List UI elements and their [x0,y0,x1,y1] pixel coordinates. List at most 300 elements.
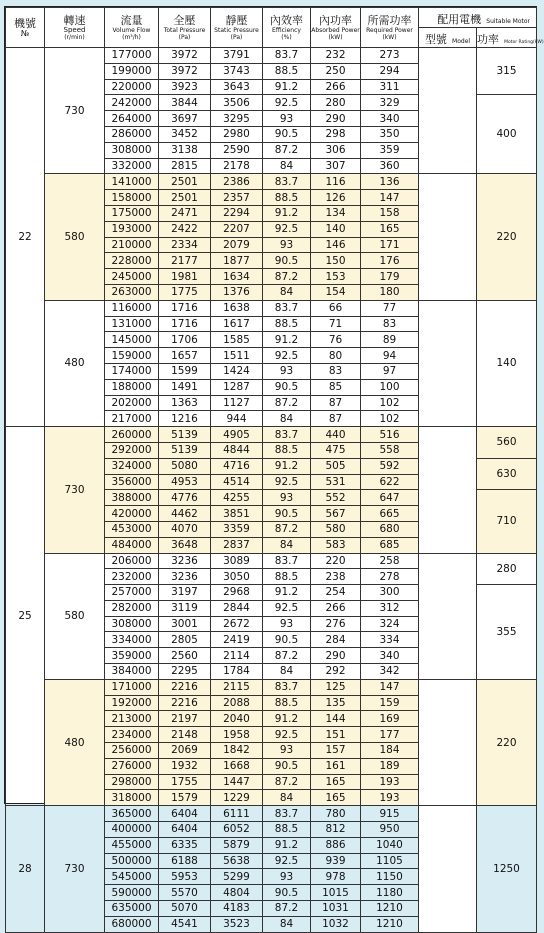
machine-no-cell: 25 [6,427,45,806]
volume-cell: 188000 [105,379,159,395]
total-pressure-cell: 1599 [159,363,211,379]
static-pressure-cell: 2178 [211,158,263,174]
total-pressure-cell: 2560 [159,648,211,664]
fan-performance-table [5,7,544,933]
header-suitable-motor [419,8,537,28]
volume-cell: 245000 [105,269,159,285]
efficiency-cell: 92.5 [263,95,311,111]
efficiency-cell: 91.2 [263,458,311,474]
total-pressure-cell: 3844 [159,95,211,111]
required-power-cell: 100 [361,379,419,395]
static-pressure-cell: 4716 [211,458,263,474]
absorbed-power-cell: 552 [311,490,361,506]
static-pressure-cell: 4255 [211,490,263,506]
total-pressure-cell: 3452 [159,126,211,142]
absorbed-power-cell: 812 [311,822,361,838]
header-rating-sub: Motor Rating(kW) [504,40,544,45]
volume-cell: 400000 [105,822,159,838]
absorbed-power-cell: 250 [311,63,361,79]
efficiency-cell: 83.7 [263,553,311,569]
volume-cell: 234000 [105,727,159,743]
volume-cell: 174000 [105,363,159,379]
efficiency-cell: 87.2 [263,395,311,411]
efficiency-cell: 93 [263,111,311,127]
absorbed-power-cell: 978 [311,869,361,885]
absorbed-power-cell: 266 [311,600,361,616]
absorbed-power-cell: 134 [311,205,361,221]
required-power-cell: 136 [361,174,419,190]
speed-cell: 730 [45,48,105,174]
static-pressure-cell: 2114 [211,648,263,664]
absorbed-power-cell: 140 [311,221,361,237]
header-no-sub: № [20,29,30,38]
required-power-cell: 1150 [361,869,419,885]
required-power-cell: 1040 [361,837,419,853]
required-power-cell: 171 [361,237,419,253]
efficiency-cell: 87.2 [263,521,311,537]
absorbed-power-cell: 116 [311,174,361,190]
static-pressure-cell: 3851 [211,506,263,522]
static-pressure-cell: 2419 [211,632,263,648]
efficiency-cell: 90.5 [263,253,311,269]
volume-cell: 365000 [105,806,159,822]
total-pressure-cell: 5570 [159,885,211,901]
total-pressure-cell: 3648 [159,537,211,553]
absorbed-power-cell: 80 [311,348,361,364]
motor-rating-cell: 1250 [477,806,537,932]
absorbed-power-cell: 85 [311,379,361,395]
static-pressure-cell: 1447 [211,774,263,790]
efficiency-cell: 91.2 [263,205,311,221]
static-pressure-cell: 3643 [211,79,263,95]
static-pressure-cell: 2590 [211,142,263,158]
static-pressure-cell: 1877 [211,253,263,269]
absorbed-power-cell: 126 [311,190,361,206]
header-required-power-sub: Required Power [366,26,413,34]
header-volume [105,8,159,48]
speed-cell: 580 [45,553,105,679]
static-pressure-cell: 1127 [211,395,263,411]
volume-cell: 276000 [105,758,159,774]
efficiency-cell: 87.2 [263,142,311,158]
required-power-cell: 97 [361,363,419,379]
static-pressure-cell: 3791 [211,48,263,64]
motor-model-cell [419,300,477,426]
efficiency-cell: 88.5 [263,442,311,458]
static-pressure-cell: 2294 [211,205,263,221]
speed-cell: 730 [45,806,105,932]
required-power-cell: 592 [361,458,419,474]
static-pressure-cell: 2207 [211,221,263,237]
header-efficiency-sub: Efficiency [272,26,301,34]
static-pressure-cell: 1287 [211,379,263,395]
volume-cell: 545000 [105,869,159,885]
total-pressure-cell: 1363 [159,395,211,411]
required-power-cell: 294 [361,63,419,79]
absorbed-power-cell: 298 [311,126,361,142]
efficiency-cell: 87.2 [263,774,311,790]
static-pressure-cell: 4905 [211,427,263,443]
motor-rating-cell: 315 [477,48,537,95]
static-pressure-cell: 3506 [211,95,263,111]
absorbed-power-cell: 153 [311,269,361,285]
volume-cell: 220000 [105,79,159,95]
required-power-cell: 189 [361,758,419,774]
volume-cell: 263000 [105,284,159,300]
efficiency-cell: 93 [263,616,311,632]
required-power-cell: 89 [361,332,419,348]
static-pressure-cell: 1617 [211,316,263,332]
motor-rating-cell: 280 [477,553,537,585]
total-pressure-cell: 1216 [159,411,211,427]
total-pressure-cell: 4070 [159,521,211,537]
volume-cell: 388000 [105,490,159,506]
total-pressure-cell: 3236 [159,553,211,569]
efficiency-cell: 91.2 [263,585,311,601]
total-pressure-cell: 6404 [159,822,211,838]
table-row [6,427,537,443]
absorbed-power-cell: 886 [311,837,361,853]
absorbed-power-cell: 165 [311,774,361,790]
required-power-cell: 1210 [361,901,419,917]
required-power-cell: 647 [361,490,419,506]
volume-cell: 116000 [105,300,159,316]
volume-cell: 590000 [105,885,159,901]
required-power-cell: 329 [361,95,419,111]
absorbed-power-cell: 505 [311,458,361,474]
volume-cell: 210000 [105,237,159,253]
efficiency-cell: 91.2 [263,332,311,348]
volume-cell: 175000 [105,205,159,221]
header-volume-sub: Volume Flow [112,26,151,34]
total-pressure-cell: 2177 [159,253,211,269]
volume-cell: 171000 [105,679,159,695]
volume-cell: 356000 [105,474,159,490]
static-pressure-cell: 2357 [211,190,263,206]
absorbed-power-cell: 220 [311,553,361,569]
total-pressure-cell: 2501 [159,174,211,190]
volume-cell: 256000 [105,743,159,759]
static-pressure-cell: 2115 [211,679,263,695]
volume-cell: 192000 [105,695,159,711]
volume-cell: 206000 [105,553,159,569]
efficiency-cell: 84 [263,411,311,427]
efficiency-cell: 88.5 [263,190,311,206]
header-absorbed-power-main: 內功率 [319,13,352,27]
absorbed-power-cell: 580 [311,521,361,537]
header-static-pressure-unit: (Pa) [230,33,243,41]
static-pressure-cell: 1638 [211,300,263,316]
required-power-cell: 258 [361,553,419,569]
required-power-cell: 177 [361,727,419,743]
static-pressure-cell: 3295 [211,111,263,127]
volume-cell: 232000 [105,569,159,585]
total-pressure-cell: 3972 [159,48,211,64]
motor-rating-cell: 140 [477,300,537,426]
efficiency-cell: 87.2 [263,901,311,917]
total-pressure-cell: 1775 [159,284,211,300]
header-speed-unit: (r/min) [64,33,85,41]
required-power-cell: 1180 [361,885,419,901]
motor-rating-cell: 355 [477,585,537,680]
required-power-cell: 176 [361,253,419,269]
required-power-cell: 158 [361,205,419,221]
header-total-pressure [159,8,211,48]
absorbed-power-cell: 83 [311,363,361,379]
total-pressure-cell: 4462 [159,506,211,522]
header-model-sub: Model [452,38,471,45]
required-power-cell: 342 [361,664,419,680]
absorbed-power-cell: 1032 [311,916,361,932]
absorbed-power-cell: 1031 [311,901,361,917]
static-pressure-cell: 1842 [211,743,263,759]
total-pressure-cell: 5080 [159,458,211,474]
volume-cell: 384000 [105,664,159,680]
absorbed-power-cell: 475 [311,442,361,458]
required-power-cell: 169 [361,711,419,727]
volume-cell: 202000 [105,395,159,411]
volume-cell: 298000 [105,774,159,790]
required-power-cell: 1210 [361,916,419,932]
volume-cell: 286000 [105,126,159,142]
total-pressure-cell: 3697 [159,111,211,127]
static-pressure-cell: 3359 [211,521,263,537]
required-power-cell: 193 [361,790,419,806]
header-volume-main: 流量 [120,13,143,27]
required-power-cell: 915 [361,806,419,822]
volume-cell: 131000 [105,316,159,332]
header-static-pressure-main: 靜壓 [225,13,248,27]
absorbed-power-cell: 284 [311,632,361,648]
header-speed-main: 轉速 [63,13,86,27]
total-pressure-cell: 2334 [159,237,211,253]
efficiency-cell: 87.2 [263,648,311,664]
table-row [6,553,537,569]
header-rating-main: 功率 [477,33,499,46]
efficiency-cell: 83.7 [263,806,311,822]
total-pressure-cell: 6188 [159,853,211,869]
required-power-cell: 665 [361,506,419,522]
total-pressure-cell: 3119 [159,600,211,616]
header-volume-unit: (m³/h) [122,33,141,41]
required-power-cell: 94 [361,348,419,364]
absorbed-power-cell: 161 [311,758,361,774]
required-power-cell: 350 [361,126,419,142]
header-model-main: 型號 [424,33,447,46]
motor-model-cell [419,427,477,553]
efficiency-cell: 90.5 [263,126,311,142]
header-speed-sub: Speed [63,25,86,34]
volume-cell: 217000 [105,411,159,427]
efficiency-cell: 90.5 [263,758,311,774]
required-power-cell: 273 [361,48,419,64]
total-pressure-cell: 3923 [159,79,211,95]
total-pressure-cell: 2295 [159,664,211,680]
efficiency-cell: 91.2 [263,837,311,853]
total-pressure-cell: 2148 [159,727,211,743]
total-pressure-cell: 1981 [159,269,211,285]
volume-cell: 324000 [105,458,159,474]
header-speed [45,8,105,48]
absorbed-power-cell: 146 [311,237,361,253]
static-pressure-cell: 2980 [211,126,263,142]
efficiency-cell: 84 [263,158,311,174]
absorbed-power-cell: 531 [311,474,361,490]
static-pressure-cell: 2079 [211,237,263,253]
header-required-power-main: 所需功率 [367,13,412,27]
header-absorbed-power [311,8,361,48]
efficiency-cell: 90.5 [263,885,311,901]
required-power-cell: 340 [361,648,419,664]
static-pressure-cell: 1585 [211,332,263,348]
static-pressure-cell: 1511 [211,348,263,364]
total-pressure-cell: 5139 [159,427,211,443]
total-pressure-cell: 2805 [159,632,211,648]
required-power-cell: 300 [361,585,419,601]
static-pressure-cell: 2844 [211,600,263,616]
motor-rating-cell: 220 [477,679,537,805]
efficiency-cell: 93 [263,237,311,253]
static-pressure-cell: 944 [211,411,263,427]
header-no [6,8,45,48]
absorbed-power-cell: 254 [311,585,361,601]
total-pressure-cell: 2501 [159,190,211,206]
header-static-pressure-sub: Static Pressure [214,26,259,34]
volume-cell: 680000 [105,916,159,932]
speed-cell: 480 [45,300,105,426]
static-pressure-cell: 1668 [211,758,263,774]
total-pressure-cell: 2197 [159,711,211,727]
required-power-cell: 622 [361,474,419,490]
volume-cell: 332000 [105,158,159,174]
efficiency-cell: 88.5 [263,822,311,838]
absorbed-power-cell: 76 [311,332,361,348]
total-pressure-cell: 3001 [159,616,211,632]
total-pressure-cell: 1706 [159,332,211,348]
absorbed-power-cell: 266 [311,79,361,95]
total-pressure-cell: 6335 [159,837,211,853]
static-pressure-cell: 4183 [211,901,263,917]
total-pressure-cell: 1716 [159,300,211,316]
static-pressure-cell: 3050 [211,569,263,585]
required-power-cell: 193 [361,774,419,790]
header-required-power-unit: (kW) [382,33,397,41]
static-pressure-cell: 1229 [211,790,263,806]
required-power-cell: 324 [361,616,419,632]
required-power-cell: 179 [361,269,419,285]
total-pressure-cell: 3197 [159,585,211,601]
header-suitable-motor-main: 配用電機 [437,13,482,26]
efficiency-cell: 84 [263,284,311,300]
volume-cell: 308000 [105,142,159,158]
required-power-cell: 558 [361,442,419,458]
static-pressure-cell: 3523 [211,916,263,932]
absorbed-power-cell: 440 [311,427,361,443]
efficiency-cell: 93 [263,743,311,759]
table-row [6,300,537,316]
volume-cell: 242000 [105,95,159,111]
total-pressure-cell: 1716 [159,316,211,332]
absorbed-power-cell: 87 [311,395,361,411]
header-absorbed-power-sub: Absorbed Power [311,26,360,34]
total-pressure-cell: 6404 [159,806,211,822]
static-pressure-cell: 2088 [211,695,263,711]
total-pressure-cell: 2471 [159,205,211,221]
static-pressure-cell: 2672 [211,616,263,632]
static-pressure-cell: 6052 [211,822,263,838]
total-pressure-cell: 1657 [159,348,211,364]
header-absorbed-power-unit: (kW) [328,33,343,41]
required-power-cell: 165 [361,221,419,237]
volume-cell: 260000 [105,427,159,443]
header-total-pressure-unit: (Pa) [178,33,191,41]
efficiency-cell: 88.5 [263,63,311,79]
volume-cell: 455000 [105,837,159,853]
required-power-cell: 77 [361,300,419,316]
efficiency-cell: 92.5 [263,221,311,237]
speed-cell: 730 [45,427,105,553]
static-pressure-cell: 2040 [211,711,263,727]
table-row [6,806,537,822]
volume-cell: 213000 [105,711,159,727]
total-pressure-cell: 2422 [159,221,211,237]
required-power-cell: 340 [361,111,419,127]
volume-cell: 199000 [105,63,159,79]
efficiency-cell: 88.5 [263,316,311,332]
volume-cell: 159000 [105,348,159,364]
static-pressure-cell: 4804 [211,885,263,901]
total-pressure-cell: 4776 [159,490,211,506]
header-efficiency-unit: (%) [281,33,292,41]
absorbed-power-cell: 165 [311,790,361,806]
header-total-pressure-sub: Total Pressure [163,26,206,34]
table-body [6,48,537,933]
static-pressure-cell: 1958 [211,727,263,743]
efficiency-cell: 92.5 [263,348,311,364]
header-rating [477,28,544,48]
volume-cell: 420000 [105,506,159,522]
static-pressure-cell: 2837 [211,537,263,553]
total-pressure-cell: 2216 [159,695,211,711]
required-power-cell: 685 [361,537,419,553]
total-pressure-cell: 3972 [159,63,211,79]
static-pressure-cell: 5879 [211,837,263,853]
total-pressure-cell: 1579 [159,790,211,806]
total-pressure-cell: 5139 [159,442,211,458]
required-power-cell: 180 [361,284,419,300]
motor-rating-cell: 710 [477,490,537,553]
volume-cell: 500000 [105,853,159,869]
required-power-cell: 516 [361,427,419,443]
absorbed-power-cell: 157 [311,743,361,759]
total-pressure-cell: 1932 [159,758,211,774]
table-row [6,174,537,190]
machine-no-cell: 28 [6,806,45,932]
absorbed-power-cell: 290 [311,111,361,127]
efficiency-cell: 92.5 [263,600,311,616]
absorbed-power-cell: 135 [311,695,361,711]
performance-table-sheet [4,6,544,931]
absorbed-power-cell: 154 [311,284,361,300]
required-power-cell: 311 [361,79,419,95]
header-efficiency [263,8,311,48]
required-power-cell: 83 [361,316,419,332]
absorbed-power-cell: 292 [311,664,361,680]
efficiency-cell: 83.7 [263,174,311,190]
volume-cell: 228000 [105,253,159,269]
efficiency-cell: 91.2 [263,711,311,727]
header-required-power [361,8,419,48]
